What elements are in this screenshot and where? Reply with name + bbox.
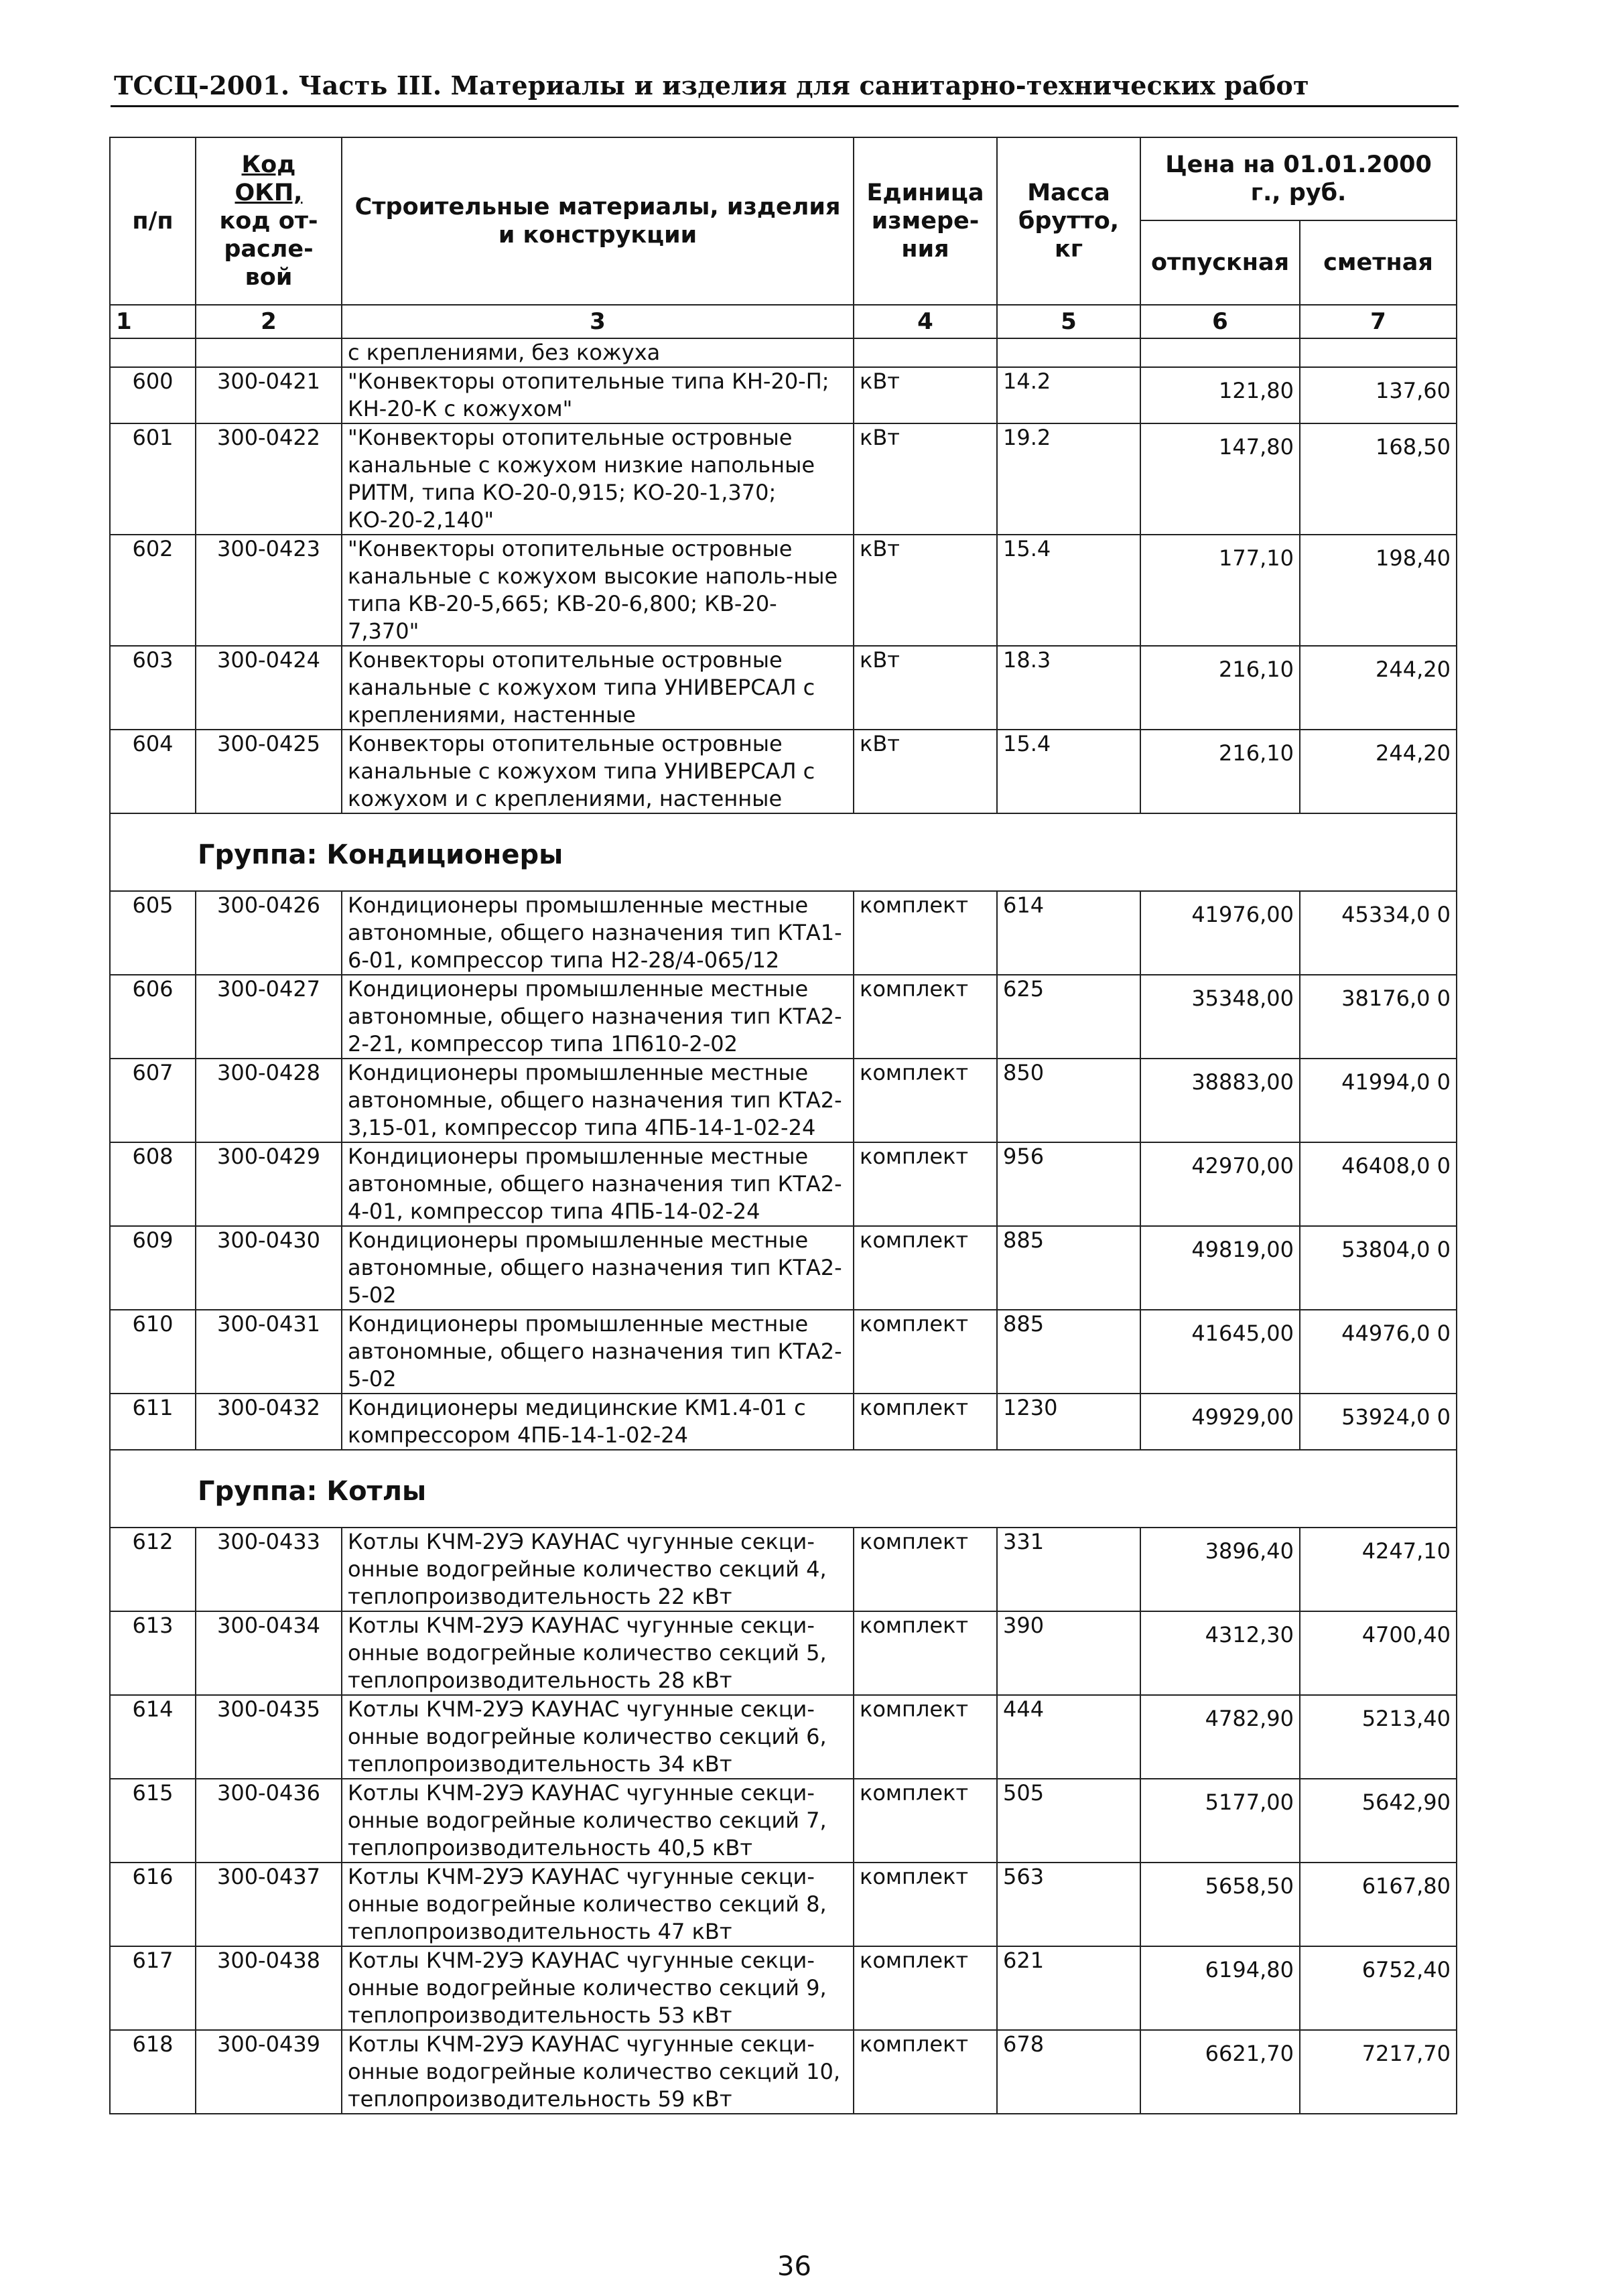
row-name: "Конвекторы отопительные типа КН-20-П; КН-20-К с кожухом": [342, 367, 854, 423]
row-price-release: 4312,30: [1205, 1622, 1294, 1647]
table-row: [110, 2030, 1457, 2114]
row-price-release: 49819,00: [1191, 1237, 1294, 1262]
row-index: 614: [110, 1695, 196, 1779]
table-row: [110, 1695, 1457, 1779]
row-index: 615: [110, 1779, 196, 1863]
table-row: [110, 1059, 1457, 1142]
row-name: Котлы КЧМ-2УЭ КАУНАС чугунные секци-онные водогрейные количество секций 6, теплопроизводительность 34 кВт: [342, 1695, 854, 1779]
col-header-unit: Единица измере-ния: [854, 137, 997, 305]
row-code: 300-0436: [196, 1779, 342, 1863]
row-price-estimate: 41994,0 0: [1341, 1069, 1451, 1095]
row-name: Кондиционеры промышленные местные автономные, общего назначения тип КТА2-5-02: [342, 1310, 854, 1394]
row-name: Котлы КЧМ-2УЭ КАУНАС чугунные секци-онные водогрейные количество секций 7, теплопроизводительность 40,5 кВт: [342, 1779, 854, 1863]
boilers-rows: [110, 1528, 1457, 2114]
row-price-release: 216,10: [1219, 740, 1294, 766]
row-price-estimate: 45334,0 0: [1341, 902, 1451, 927]
row-price-release: 5177,00: [1205, 1789, 1294, 1815]
row-mass: 390: [997, 1611, 1140, 1695]
row-code: 300-0427: [196, 975, 342, 1059]
column-number: 5: [997, 305, 1140, 338]
row-code: 300-0435: [196, 1695, 342, 1779]
row-unit: комплект: [854, 1226, 997, 1310]
row-mass: 444: [997, 1695, 1140, 1779]
col-header-price-release: отпускная: [1140, 220, 1300, 305]
col-header-name: Строительные материалы, изделия и конструкции: [342, 137, 854, 305]
column-numbers-row: [110, 305, 1457, 338]
row-unit: комплект: [854, 1779, 997, 1863]
row-index: 617: [110, 1946, 196, 2030]
row-price-release: 216,10: [1219, 657, 1294, 682]
col-header-code: [196, 137, 342, 305]
table-row: [110, 646, 1457, 730]
row-price-estimate: 7217,70: [1361, 2041, 1451, 2066]
row-price-estimate: 244,20: [1376, 740, 1451, 766]
table-row: [110, 891, 1457, 975]
table-row: [110, 1779, 1457, 1863]
group-row-boilers: [110, 1450, 1457, 1528]
col-header-price-estimate: сметная: [1300, 220, 1457, 305]
row-mass: 885: [997, 1310, 1140, 1394]
row-index: 603: [110, 646, 196, 730]
row-mass: 15.4: [997, 535, 1140, 646]
row-name: Конвекторы отопительные островные канальные с кожухом типа УНИВЕРСАЛ с креплениями, настенные: [342, 646, 854, 730]
row-price-estimate: 198,40: [1376, 545, 1451, 571]
row-name: Конвекторы отопительные островные канальные с кожухом типа УНИВЕРСАЛ с кожухом и с креплениями, настенные: [342, 730, 854, 813]
column-number: 2: [196, 305, 342, 338]
row-index: 616: [110, 1863, 196, 1946]
col-header-index: п/п: [110, 137, 196, 305]
row-name: Кондиционеры промышленные местные автономные, общего назначения тип КТА1-6-01, компрессор типа Н2-28/4-065/12: [342, 891, 854, 975]
row-unit: комплект: [854, 891, 997, 975]
row-mass: 614: [997, 891, 1140, 975]
row-name: Кондиционеры медицинские КМ1.4-01 с компрессором 4ПБ-14-1-02-24: [342, 1394, 854, 1450]
row-price-estimate: 4700,40: [1361, 1622, 1451, 1647]
row-code: 300-0426: [196, 891, 342, 975]
row-index: 602: [110, 535, 196, 646]
row-price-estimate: 137,60: [1376, 378, 1451, 403]
continuation-row: [110, 338, 1457, 367]
conditioners-rows: [110, 891, 1457, 1450]
row-unit: комплект: [854, 975, 997, 1059]
row-price-release: 177,10: [1219, 545, 1294, 571]
row-mass: 1230: [997, 1394, 1140, 1450]
row-index: 606: [110, 975, 196, 1059]
page-header: ТССЦ-2001. Часть III. Материалы и изделия для санитарно-технических работ: [114, 70, 1309, 100]
group-title: Группа: Кондиционеры: [198, 839, 563, 870]
row-unit: комплект: [854, 1142, 997, 1226]
row-price-estimate: 53804,0 0: [1341, 1237, 1451, 1262]
row-mass: 885: [997, 1226, 1140, 1310]
row-index: 613: [110, 1611, 196, 1695]
row-code: 300-0433: [196, 1528, 342, 1611]
row-mass: 625: [997, 975, 1140, 1059]
row-price-estimate: 5213,40: [1361, 1706, 1451, 1731]
table-row: [110, 730, 1457, 813]
table-row: [110, 535, 1457, 646]
column-number: 7: [1300, 305, 1457, 338]
row-name: Котлы КЧМ-2УЭ КАУНАС чугунные секци-онные водогрейные количество секций 8, теплопроизводительность 47 кВт: [342, 1863, 854, 1946]
row-name: "Конвекторы отопительные островные канальные с кожухом низкие напольные РИТМ, типа КО-20-0,915; КО-20-1,370; КО-20-2,140": [342, 423, 854, 535]
row-price-release: 41976,00: [1191, 902, 1294, 927]
row-index: 612: [110, 1528, 196, 1611]
table-row: [110, 1611, 1457, 1695]
row-name: Кондиционеры промышленные местные автономные, общего назначения тип КТА2-4-01, компрессор типа 4ПБ-14-02-24: [342, 1142, 854, 1226]
row-unit: комплект: [854, 2030, 997, 2114]
row-price-estimate: 6752,40: [1361, 1957, 1451, 1982]
row-index: 609: [110, 1226, 196, 1310]
row-price-estimate: 44976,0 0: [1341, 1321, 1451, 1346]
col-header-code-okp: ОКП,: [235, 180, 303, 206]
row-mass: 18.3: [997, 646, 1140, 730]
row-price-estimate: 46408,0 0: [1341, 1153, 1451, 1178]
row-price-release: 42970,00: [1191, 1153, 1294, 1178]
row-code: 300-0439: [196, 2030, 342, 2114]
row-price-release: 5658,50: [1205, 1873, 1294, 1899]
row-index: 618: [110, 2030, 196, 2114]
row-unit: кВт: [854, 535, 997, 646]
row-name: Котлы КЧМ-2УЭ КАУНАС чугунные секци-онные водогрейные количество секций 9, теплопроизводительность 53 кВт: [342, 1946, 854, 2030]
row-code: 300-0437: [196, 1863, 342, 1946]
column-number: 4: [854, 305, 997, 338]
row-code: 300-0424: [196, 646, 342, 730]
row-mass: 563: [997, 1863, 1140, 1946]
row-price-release: 41645,00: [1191, 1321, 1294, 1346]
row-unit: кВт: [854, 646, 997, 730]
row-unit: комплект: [854, 1946, 997, 2030]
row-name: Кондиционеры промышленные местные автономные, общего назначения тип КТА2-3,15-01, компрессор типа 4ПБ-14-1-02-24: [342, 1059, 854, 1142]
row-unit: комплект: [854, 1611, 997, 1695]
row-unit: комплект: [854, 1310, 997, 1394]
row-price-release: 35348,00: [1191, 986, 1294, 1011]
row-mass: 505: [997, 1779, 1140, 1863]
row-code: 300-0421: [196, 367, 342, 423]
row-price-release: 147,80: [1219, 434, 1294, 460]
col-header-code-top: Код: [241, 151, 296, 178]
col-header-price: Цена на 01.01.2000 г., руб.: [1140, 137, 1457, 220]
table-row: [110, 1394, 1457, 1450]
row-price-release: 6194,80: [1205, 1957, 1294, 1982]
convectors-rows: [110, 367, 1457, 813]
group-row-conditioners: [110, 813, 1457, 891]
column-number: 1: [110, 305, 196, 338]
row-mass: 956: [997, 1142, 1140, 1226]
row-price-estimate: 53924,0 0: [1341, 1404, 1451, 1430]
row-mass: 14.2: [997, 367, 1140, 423]
price-table: [109, 137, 1457, 2114]
row-index: 601: [110, 423, 196, 535]
table-row: [110, 1528, 1457, 1611]
row-index: 607: [110, 1059, 196, 1142]
row-price-estimate: 38176,0 0: [1341, 986, 1451, 1011]
row-price-estimate: 5642,90: [1361, 1789, 1451, 1815]
row-unit: кВт: [854, 367, 997, 423]
row-unit: комплект: [854, 1394, 997, 1450]
page-number: 36: [777, 2251, 811, 2282]
row-unit: комплект: [854, 1528, 997, 1611]
row-code: 300-0434: [196, 1611, 342, 1695]
row-code: 300-0429: [196, 1142, 342, 1226]
row-mass: 331: [997, 1528, 1140, 1611]
row-index: 610: [110, 1310, 196, 1394]
row-name: Кондиционеры промышленные местные автономные, общего назначения тип КТА2-5-02: [342, 1226, 854, 1310]
row-price-estimate: 4247,10: [1361, 1538, 1451, 1564]
row-price-release: 121,80: [1219, 378, 1294, 403]
row-index: 611: [110, 1394, 196, 1450]
row-unit: комплект: [854, 1059, 997, 1142]
row-name: "Конвекторы отопительные островные канальные с кожухом высокие наполь-ные типа КВ-20-5,665; КВ-20-6,800; КВ-20-7,370": [342, 535, 854, 646]
col-header-code-rest: код от-расле-вой: [219, 208, 318, 291]
row-mass: 15.4: [997, 730, 1140, 813]
row-unit: кВт: [854, 423, 997, 535]
group-title: Группа: Котлы: [198, 1476, 427, 1507]
row-name: Кондиционеры промышленные местные автономные, общего назначения тип КТА2-2-21, компрессор типа 1П610-2-02: [342, 975, 854, 1059]
row-code: 300-0425: [196, 730, 342, 813]
continuation-text: с креплениями, без кожуха: [342, 338, 854, 367]
table-row: [110, 423, 1457, 535]
row-index: 604: [110, 730, 196, 813]
row-code: 300-0428: [196, 1059, 342, 1142]
row-code: 300-0430: [196, 1226, 342, 1310]
row-unit: комплект: [854, 1695, 997, 1779]
row-mass: 678: [997, 2030, 1140, 2114]
row-mass: 850: [997, 1059, 1140, 1142]
row-code: 300-0422: [196, 423, 342, 535]
table-row: [110, 975, 1457, 1059]
table-row: [110, 367, 1457, 423]
row-code: 300-0432: [196, 1394, 342, 1450]
row-price-release: 6621,70: [1205, 2041, 1294, 2066]
row-name: Котлы КЧМ-2УЭ КАУНАС чугунные секци-онные водогрейные количество секций 10, теплопроизводительность 59 кВт: [342, 2030, 854, 2114]
column-number: 3: [342, 305, 854, 338]
row-mass: 621: [997, 1946, 1140, 2030]
row-code: 300-0431: [196, 1310, 342, 1394]
row-index: 608: [110, 1142, 196, 1226]
row-code: 300-0438: [196, 1946, 342, 2030]
table-row: [110, 1226, 1457, 1310]
table-row: [110, 1310, 1457, 1394]
row-name: Котлы КЧМ-2УЭ КАУНАС чугунные секци-онные водогрейные количество секций 4, теплопроизводительность 22 кВт: [342, 1528, 854, 1611]
row-price-release: 4782,90: [1205, 1706, 1294, 1731]
row-price-estimate: 6167,80: [1361, 1873, 1451, 1899]
row-price-release: 49929,00: [1191, 1404, 1294, 1430]
row-unit: кВт: [854, 730, 997, 813]
row-price-release: 3896,40: [1205, 1538, 1294, 1564]
row-mass: 19.2: [997, 423, 1140, 535]
table-row: [110, 1142, 1457, 1226]
row-price-estimate: 244,20: [1376, 657, 1451, 682]
table-row: [110, 1863, 1457, 1946]
row-index: 605: [110, 891, 196, 975]
row-index: 600: [110, 367, 196, 423]
row-unit: комплект: [854, 1863, 997, 1946]
column-number: 6: [1140, 305, 1300, 338]
header-rule: [111, 105, 1459, 107]
table-row: [110, 1946, 1457, 2030]
row-name: Котлы КЧМ-2УЭ КАУНАС чугунные секци-онные водогрейные количество секций 5, теплопроизводительность 28 кВт: [342, 1611, 854, 1695]
col-header-mass: Масса брутто, кг: [997, 137, 1140, 305]
row-code: 300-0423: [196, 535, 342, 646]
row-price-release: 38883,00: [1191, 1069, 1294, 1095]
row-price-estimate: 168,50: [1376, 434, 1451, 460]
